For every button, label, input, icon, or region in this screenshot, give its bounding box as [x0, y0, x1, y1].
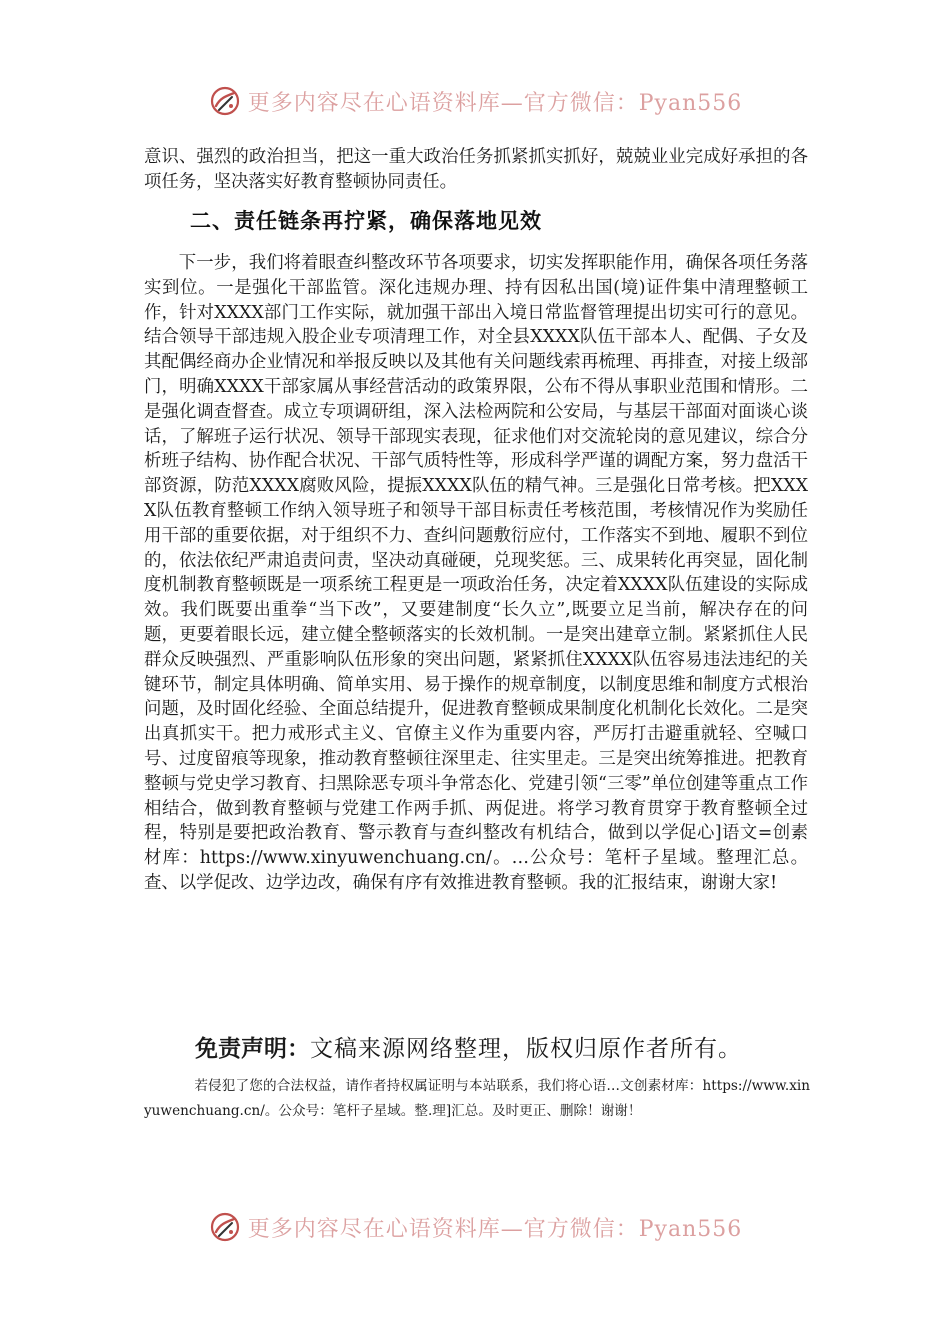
disclaimer-title: [195, 1030, 742, 1063]
section-heading: 二、责任链条再拧紧，确保落地见效: [190, 209, 542, 233]
logo-icon: [208, 1210, 242, 1244]
disclaimer-title-text: 文稿来源网络整理，版权归原作者所有。: [310, 1036, 742, 1062]
main-paragraph: 下一步，我们将着眼查纠整改环节各项要求，切实发挥职能作用，确保各项任务落实到位。一是强化干部监管。深化违规办理、持有因私出国(境)证件集中清理整顿工作，针对XXXX部门工作实际，就加强干部出入境日常监督管理提出切实可行的意见。结合领导干部违规入股企业专项清理工作，对全县XXXX队伍干部本人、配偶、子女及其配偶经商办企业情况和举报反映以及其他有关问题线索再梳理、再排查，对接上级部门，明确XXXX干部家属从事经营活动的政策界限，公布不得从事职业范围和情形。二是强化调查督查。成立专项调研组，深入法检两院和公安局，与基层干部面对面谈心谈话，了解班子运行状况、领导干部现实表现，征求他们对交流轮岗的意见建议，综合分析班子结构、协作配合状况、干部气质特性等，形成科学严谨的调配方案，努力盘活干部资源，防范XXXX腐败风险，提振XXXX队伍的精气神。三是强化日常考核。把XXXX队伍教育整顿工作纳入领导班子和领导干部目标责任考核范围，考核情况作为奖励任用干部的重要依据，对于组织不力、查纠问题敷衍应付，工作落实不到地、履职不到位的，依法依纪严肃追责问责，坚决动真碰硬，兑现奖惩。三、成果转化再突显，固化制度机制教育整顿既是一项系统工程更是一项政治任务，决定着XXXX队伍建设的实际成效。我们既要出重拳“当下改”，又要建制度“长久立”,既要立足当前，解决存在的问题，更要着眼长远，建立健全整顿落实的长效机制。一是突出建章立制。紧紧抓住人民群众反映强烈、严重影响队伍形象的突出问题，紧紧抓住XXXX队伍容易违法违纪的关键环节，制定具体明确、简单实用、易于操作的规章制度，以制度思维和制度方式根治问题，及时固化经验、全面总结提升，促进教育整顿成果制度化机制化长效化。二是突出真抓实干。把力戒形式主义、官僚主义作为重要内容，严厉打击避重就轻、空喊口号、过度留痕等现象，推动教育整顿往深里走、往实里走。三是突出统筹推进。把教育整顿与党史学习教育、扫黑除恶专项斗争常态化、党建引领“三零”单位创建等重点工作相结合，做到教育整顿与党建工作两手抓、两促进。将学习教育贯穿于教育整顿全过程，特别是要把政治教育、警示教育与查纠整改有机结合，做到以学促心]语文=创素材库：https://www.xinyuwenchuang.cn/。…公众号：笔杆子星域。整理汇总。查、以学促改、边学边改，确保有序有效推进教育整顿。我的汇报结束，谢谢大家!: [144, 253, 808, 893]
footer-banner: [0, 1210, 950, 1244]
logo-icon: [208, 84, 242, 118]
banner-text: 更多内容尽在心语资料库—官方微信：Pyan556: [247, 90, 743, 116]
banner-text: 更多内容尽在心语资料库—官方微信：Pyan556: [247, 1216, 743, 1242]
disclaimer-body: 若侵犯了您的合法权益，请作者持权属证明与本站联系，我们将心语…文创素材库：https://www.xinyuwenchuang.cn/。公众号：笔杆子星域。整.理]汇总。及时更正、删除！谢谢！: [144, 1078, 810, 1119]
continued-paragraph: 意识、强烈的政治担当，把这一重大政治任务抓紧抓实抓好，兢兢业业完成好承担的各项任务，坚决落实好教育整顿协同责任。: [144, 147, 808, 192]
disclaimer-label: 免责声明：: [195, 1036, 310, 1062]
header-banner: [0, 84, 950, 118]
